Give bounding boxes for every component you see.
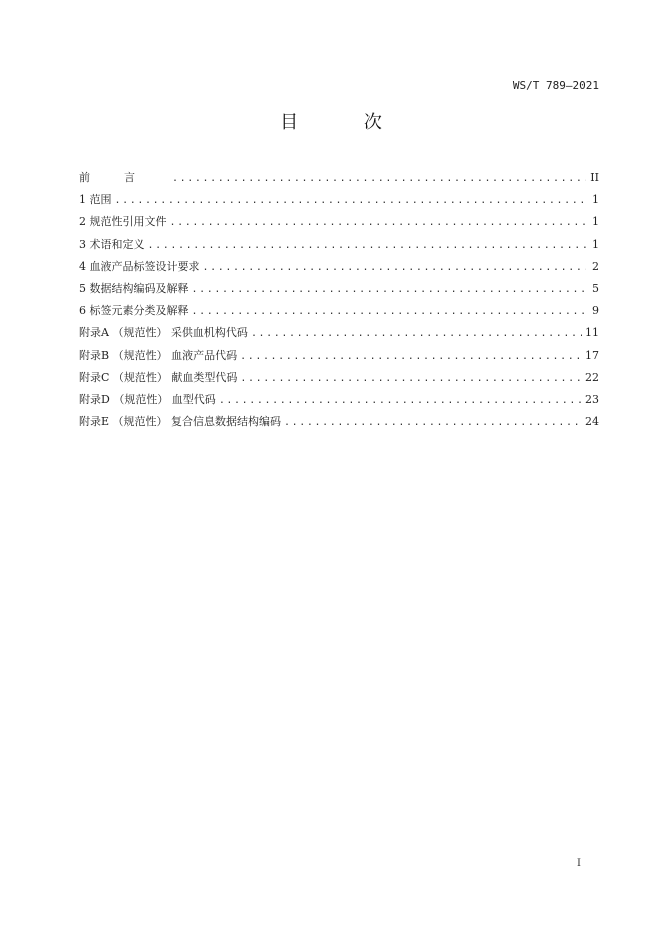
toc-entry-normative-references[interactable] — [79, 214, 599, 236]
toc-entry-foreword[interactable] — [79, 170, 599, 192]
toc-entry-page: 22 — [585, 370, 599, 384]
toc-leader-dots — [192, 304, 587, 320]
toc-entry-annex-b[interactable] — [79, 348, 599, 370]
toc-entry-terms-definitions[interactable] — [79, 237, 599, 259]
toc-entry-label: 1 范围 — [79, 193, 112, 207]
toc-entry-annex-c[interactable] — [79, 370, 599, 392]
toc-leader-dots — [284, 415, 582, 431]
toc-entry-page: 1 — [592, 237, 599, 251]
toc-entry-label: 5 数据结构编码及解释 — [79, 281, 189, 295]
toc-entry-page: 23 — [585, 392, 599, 406]
toc-entry-page: 2 — [592, 259, 599, 273]
standard-code: WS/T 789—2021 — [512, 79, 599, 92]
toc-entry-page: 1 — [592, 193, 599, 207]
toc-leader-dots — [172, 171, 586, 187]
toc-leader-dots — [240, 349, 582, 365]
table-of-contents — [79, 170, 599, 436]
toc-entry-page: 11 — [585, 326, 599, 340]
toc-title: 目 次 — [280, 112, 412, 133]
toc-entry-label-elements[interactable] — [79, 303, 599, 325]
page-number: I — [577, 858, 581, 869]
toc-leader-dots — [203, 260, 587, 276]
toc-leader-dots — [192, 282, 587, 298]
toc-leader-dots — [115, 193, 587, 209]
toc-entry-scope[interactable] — [79, 192, 599, 214]
toc-entry-label: 前言 — [79, 171, 169, 184]
toc-entry-label: 2 规范性引用文件 — [79, 215, 167, 229]
toc-entry-label: 附录B （规范性） 血液产品代码 — [79, 348, 238, 362]
toc-entry-label-design[interactable] — [79, 259, 599, 281]
toc-entry-label: 附录D （规范性） 血型代码 — [79, 392, 216, 406]
toc-entry-page: 24 — [585, 415, 599, 429]
toc-entry-label: 4 血液产品标签设计要求 — [79, 259, 200, 273]
toc-entry-page: 1 — [592, 215, 599, 229]
toc-entry-annex-e[interactable] — [79, 414, 599, 436]
toc-leader-dots — [148, 238, 587, 254]
toc-leader-dots — [219, 393, 582, 409]
toc-entry-page: 17 — [585, 348, 599, 362]
toc-entry-label: 6 标签元素分类及解释 — [79, 304, 189, 318]
toc-entry-page: II — [590, 171, 599, 184]
toc-leader-dots — [240, 371, 582, 387]
toc-leader-dots — [251, 326, 582, 342]
toc-entry-label: 附录C （规范性） 献血类型代码 — [79, 370, 238, 384]
toc-entry-page: 5 — [592, 281, 599, 295]
toc-entry-annex-a[interactable] — [79, 325, 599, 347]
toc-entry-label: 3 术语和定义 — [79, 237, 145, 251]
toc-entry-label: 附录E （规范性） 复合信息数据结构编码 — [79, 415, 282, 429]
toc-entry-data-structure[interactable] — [79, 281, 599, 303]
toc-entry-annex-d[interactable] — [79, 392, 599, 414]
toc-entry-label: 附录A （规范性） 采供血机构代码 — [79, 326, 248, 340]
toc-entry-page: 9 — [592, 304, 599, 318]
toc-leader-dots — [170, 215, 587, 231]
